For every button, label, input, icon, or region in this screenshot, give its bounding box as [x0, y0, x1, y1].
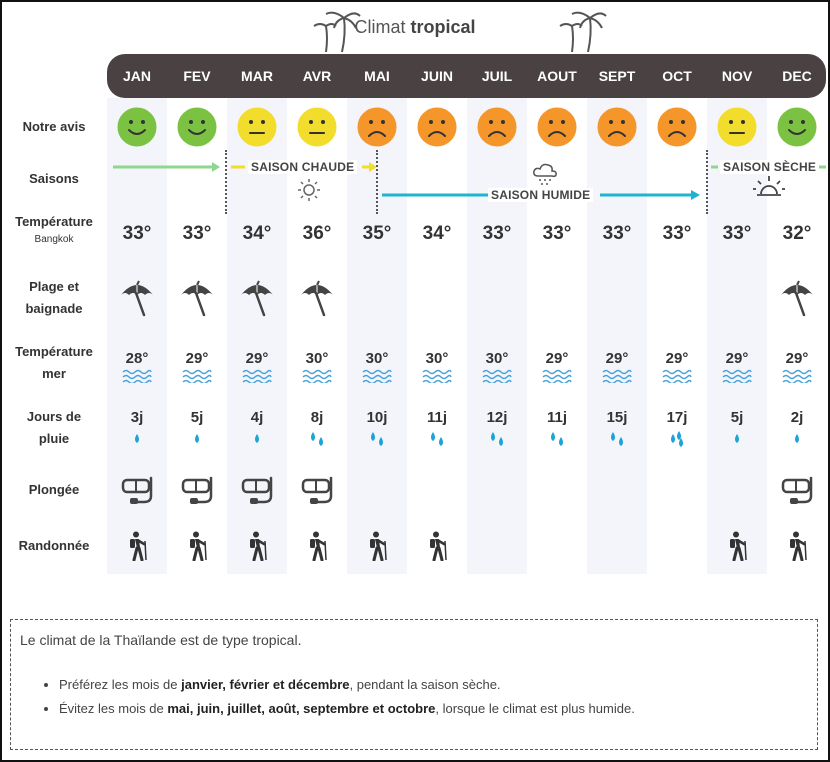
sun-icon: [298, 179, 320, 201]
sunrise-icon: [753, 174, 785, 198]
season-divider: [706, 150, 708, 214]
rain-drop-icon: [727, 431, 747, 453]
season-label-chaude: SAISON CHAUDE: [248, 160, 357, 174]
description-list: [59, 676, 635, 724]
description-bullet-avoid: • Évitez les mois de mai, juin, juillet, août, septembre et octobre, lorsque le climat est plus humide.: [59, 700, 635, 718]
rain-days-value: 11j: [546, 409, 568, 426]
air-temperature-value: 35°: [362, 223, 392, 244]
rain-drop-icon: [607, 431, 627, 453]
sea-temperature-value: 30°: [485, 350, 509, 367]
sea-waves-icon: [482, 369, 512, 388]
description-bullet-prefer: • Préférez les mois de janvier, février et décembre, pendant la saison sèche.: [59, 676, 635, 694]
sea-temperature-value: 30°: [305, 350, 329, 367]
hiker-icon: [245, 531, 269, 566]
sea-waves-icon: [782, 369, 812, 388]
rain-drop-icon: [247, 431, 267, 453]
rain-drop-icon: [667, 431, 687, 453]
rain-drop-icon: [127, 431, 147, 453]
air-temperature-value: 34°: [422, 223, 452, 244]
diving-mask-icon: [120, 476, 154, 511]
smiley-neutral-icon: [297, 107, 337, 147]
sea-waves-icon: [722, 369, 752, 388]
sea-temperature-value: 29°: [605, 350, 629, 367]
rain-days-value: 4j: [250, 409, 264, 426]
air-temperature-value: 32°: [782, 223, 812, 244]
beach-umbrella-icon: [299, 279, 335, 322]
hiker-icon: [425, 531, 449, 566]
hiker-icon: [365, 531, 389, 566]
beach-umbrella-icon: [239, 279, 275, 322]
row-label-plongee: Plongée: [28, 482, 80, 497]
hiker-icon: [725, 531, 749, 566]
page-title: Climat tropical: [354, 17, 476, 37]
rain-days-value: 5j: [190, 409, 204, 426]
month-header-sept: SEPT: [598, 68, 636, 84]
rain-drop-icon: [787, 431, 807, 453]
sea-waves-icon: [122, 369, 152, 388]
hiker-icon: [185, 531, 209, 566]
air-temperature-value: 33°: [122, 223, 152, 244]
rain-days-value: 15j: [606, 409, 628, 426]
sea-temperature-value: 29°: [725, 350, 749, 367]
air-temperature-value: 33°: [542, 223, 572, 244]
season-label-humide: SAISON HUMIDE: [488, 188, 593, 202]
sea-temperature-value: 29°: [665, 350, 689, 367]
smiley-good-icon: [117, 107, 157, 147]
diving-mask-icon: [300, 476, 334, 511]
smiley-bad-icon: [537, 107, 577, 147]
sea-temperature-value: 29°: [245, 350, 269, 367]
air-temperature-value: 33°: [182, 223, 212, 244]
hiker-icon: [305, 531, 329, 566]
beach-umbrella-icon: [179, 279, 215, 322]
sea-temperature-value: 29°: [185, 350, 209, 367]
smiley-bad-icon: [417, 107, 457, 147]
rain-days-value: 11j: [426, 409, 448, 426]
sea-waves-icon: [422, 369, 452, 388]
season-divider: [225, 150, 227, 214]
hiker-icon: [125, 531, 149, 566]
month-header-aout: AOUT: [537, 68, 577, 84]
sea-temperature-value: 29°: [545, 350, 569, 367]
smiley-bad-icon: [477, 107, 517, 147]
rain-days-value: 2j: [790, 409, 804, 426]
hiker-icon: [785, 531, 809, 566]
smiley-good-icon: [777, 107, 817, 147]
month-header-mai: MAI: [364, 68, 390, 84]
diving-mask-icon: [240, 476, 274, 511]
row-label-temperature: Température Bangkok: [6, 211, 102, 247]
air-temperature-value: 33°: [662, 223, 692, 244]
row-label-randonnee: Randonnée: [18, 538, 90, 553]
air-temperature-value: 34°: [242, 223, 272, 244]
diving-mask-icon: [180, 476, 214, 511]
season-label-seche: SAISON SÈCHE: [720, 160, 819, 174]
smiley-good-icon: [177, 107, 217, 147]
month-header-juil: JUIL: [481, 68, 513, 84]
row-label-plage: Plage et baignade: [25, 279, 83, 316]
month-header-avr: AVR: [302, 68, 332, 84]
rain-drop-icon: [547, 431, 567, 453]
rain-days-value: 5j: [730, 409, 744, 426]
month-header-mar: MAR: [241, 68, 273, 84]
rain-drop-icon: [367, 431, 387, 453]
diving-mask-icon: [780, 476, 814, 511]
rain-days-value: 8j: [310, 409, 324, 426]
month-header-oct: OCT: [662, 68, 692, 84]
row-label-temperature-sub: Bangkok: [34, 234, 74, 245]
climate-description: [10, 619, 818, 750]
sea-waves-icon: [362, 369, 392, 388]
month-header-jan: JAN: [122, 68, 151, 84]
smiley-bad-icon: [357, 107, 397, 147]
month-header-juin: JUIN: [421, 68, 453, 84]
sea-waves-icon: [242, 369, 272, 388]
smiley-bad-icon: [597, 107, 637, 147]
sea-waves-icon: [662, 369, 692, 388]
sea-temperature-value: 28°: [125, 350, 149, 367]
beach-umbrella-icon: [119, 279, 155, 322]
row-label-saisons: Saisons: [29, 171, 79, 186]
smiley-neutral-icon: [237, 107, 277, 147]
rain-days-value: 12j: [486, 409, 508, 426]
air-temperature-value: 33°: [482, 223, 512, 244]
smiley-neutral-icon: [717, 107, 757, 147]
month-header-fev: FEV: [183, 68, 211, 84]
row-label-temperature-mer: Température mer: [15, 344, 93, 381]
month-header-dec: DEC: [782, 68, 812, 84]
month-header-nov: NOV: [721, 68, 753, 84]
rain-drop-icon: [307, 431, 327, 453]
rain-days-value: 3j: [130, 409, 144, 426]
row-label-jours-pluie: Jours de pluie: [26, 409, 82, 446]
sea-temperature-value: 30°: [425, 350, 449, 367]
sea-waves-icon: [602, 369, 632, 388]
air-temperature-value: 33°: [602, 223, 632, 244]
rain-drop-icon: [187, 431, 207, 453]
sea-waves-icon: [302, 369, 332, 388]
row-label-avis: Notre avis: [22, 119, 86, 134]
sea-temperature-value: 30°: [365, 350, 389, 367]
rain-days-value: 10j: [366, 409, 388, 426]
sea-temperature-value: 29°: [785, 350, 809, 367]
sea-waves-icon: [182, 369, 212, 388]
description-intro: Le climat de la Thaïlande est de type tropical.: [20, 632, 302, 648]
rain-days-value: 17j: [666, 409, 688, 426]
air-temperature-value: 33°: [722, 223, 752, 244]
rain-drop-icon: [487, 431, 507, 453]
rain-cloud-icon: [532, 162, 558, 188]
sea-waves-icon: [542, 369, 572, 388]
beach-umbrella-icon: [779, 279, 815, 322]
smiley-bad-icon: [657, 107, 697, 147]
rain-drop-icon: [427, 431, 447, 453]
season-divider: [376, 150, 378, 214]
air-temperature-value: 36°: [302, 223, 332, 244]
